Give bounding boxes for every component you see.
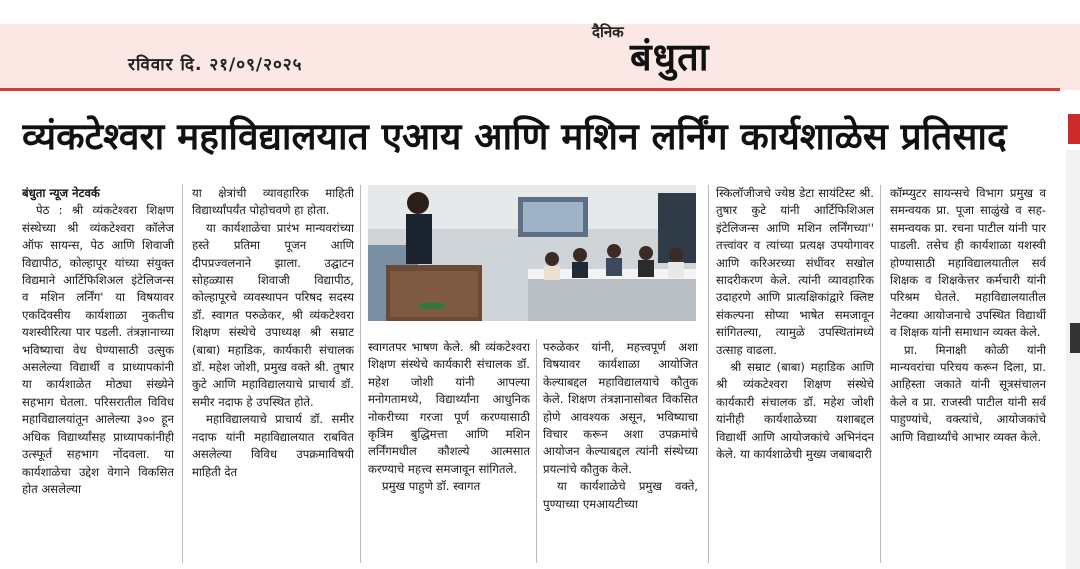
column-divider bbox=[536, 339, 537, 563]
issue-date: रविवार दि. २१/०९/२०२५ bbox=[128, 55, 303, 75]
paragraph: महाविद्यालयाचे प्राचार्य डॉ. समीर नदाफ यांनी महाविद्यालयात राबवित असलेल्या विविध उपक्रमाविषयी माहिती देत bbox=[192, 412, 354, 479]
column-divider bbox=[708, 185, 709, 563]
paragraph: परुळेकर यांनी, महत्त्वपूर्ण अशा विषयावर कार्यशाळा आयोजित केल्याबद्दल महाविद्यालयाचे कौतुक केले. शिक्षण तंत्रज्ञानासोबत विकसित होणे आवश्यक असून, भविष्याचा विचार करून अशा उपक्रमांचे आयोजन केल्याबद्दल त्यांनी संस्थेच्या प्रयत्नांचे कौतुक केले. bbox=[543, 340, 698, 476]
paragraph: या कार्यशाळेचा प्रारंभ मान्यवरांच्या हस्ते प्रतिमा पूजन आणि दीपप्रज्वलनाने झाला. उद्घाटन सोहळ्यास शिवाजी विद्यापीठ, कोल्हापूरचे व्यवस्थापन परिषद सदस्य डॉ. स्वागत परुळेकर, श्री व्यंकटेश्वरा शिक्षण संस्थेचे उपाध्यक्ष श्री सम्राट (बाबा) महाडिक, कार्यकारी संचालक डॉ. महेश जोशी, प्रमुख वक्ते श्री. तुषार कुटे आणि महाविद्यालयाचे प्राचार्य डॉ. समीर नदाफ हे उपस्थित होते. bbox=[192, 220, 354, 409]
column-divider bbox=[182, 185, 183, 563]
paragraph: श्री सम्राट (बाबा) महाडिक आणि श्री व्यंकटेश्वरा शिक्षण संस्थेचे कार्यकारी संचालक डॉ. महेश जोशी यांनीही कार्यशाळेच्या यशाबद्दल विद्यार्थी आणि आयोजकांचे अभिनंदन केले. या कार्यशाळेची मुख्य जबाबदारी bbox=[716, 360, 874, 462]
paper-prefix: दैनिक bbox=[592, 23, 624, 41]
article-column-5 bbox=[716, 185, 874, 565]
byline: बंधुता न्यूज नेटवर्क bbox=[22, 186, 100, 200]
paragraph: प्रा. मिनाक्षी कोळी यांनी मान्यवरांचा परिचय करून दिला, प्रा. आहिस्ता जकाते यांनी सूत्रसंचालन केले व प्रा. राजस्वी पाटील यांनी सर्व पाहुण्यांचे, वक्त्यांचे, आयोजकांचे आणि विद्यार्थ्यांचे आभार व्यक्त केले. bbox=[890, 342, 1046, 444]
workshop-photo-image bbox=[368, 185, 696, 321]
paper-name: बंधुता bbox=[630, 35, 710, 79]
article-column-6 bbox=[890, 185, 1046, 565]
paragraph: पेठ : श्री व्यंकटेश्वरा शिक्षण संस्थेच्या श्री व्यंकटेश्वरा कॉलेज ऑफ सायन्स, पेठ आणि शिवाजी विद्यापीठ, कोल्हापूर यांच्या संयुक्त विद्यमाने आर्टिफिशिअल इंटेलिजन्स व मशिन लर्निंग' या विषयावर एकदिवसीय कार्यशाळा नुकतीच यशस्वीरित्या पार पडली. तंत्रज्ञानाच्या भविष्याचा वेध घेण्यासाठी उत्सुक असलेल्या विद्यार्थी व प्राध्यापकांनी या कार्यशाळेत मोठ्या संख्येने सहभाग घेतला. परिसरातील विविध महाविद्यालयांतून आलेल्या ३०० हून अधिक विद्यार्थ्यांसह प्राध्यापकांनीही उत्स्फूर्त सहभाग नोंदवला. या कार्यशाळेचा उद्देश वेगाने विकसित होत असलेल्या bbox=[22, 203, 174, 496]
paragraph: या कार्यशाळेचे प्रमुख वक्ते, पुण्याच्या एमआयटीच्या bbox=[543, 479, 698, 511]
workshop-photo bbox=[368, 185, 696, 321]
article-headline: व्यंकटेश्वरा महाविद्यालयात एआय आणि मशिन लर्निंग कार्यशाळेस प्रतिसाद bbox=[22, 115, 1007, 158]
paragraph: स्वागतपर भाषण केले. श्री व्यंकटेश्वरा शिक्षण संस्थेचे कार्यकारी संचालक डॉ. महेश जोशी यांनी आपल्या मनोगतामध्ये, विद्यार्थ्यांना आधुनिक नोकरीच्या गरजा पूर्ण करण्यासाठी कृत्रिम बुद्धिमत्ता आणि मशिन लर्निंगमधील कौशल्ये आत्मसात करण्याचे महत्त्व समजावून सांगितले. bbox=[368, 340, 530, 476]
column-divider bbox=[880, 185, 881, 563]
article-column-4 bbox=[543, 339, 698, 565]
adjacent-article-mark bbox=[1070, 323, 1080, 353]
column-divider bbox=[360, 185, 361, 563]
paragraph: कॉम्प्युटर सायन्सचे विभाग प्रमुख व समन्वयक प्रा. पूजा साळुंखे व सह-समन्वयक प्रा. रचना पाटील यांनी पार पाडली. तसेच ही कार्यशाळा यशस्वी होण्यासाठी महाविद्यालयातील सर्व शिक्षक व शिक्षकेत्तर कर्मचारी यांनी परिश्रम घेतले. महाविद्यालयातील नेटक्या आयोजनाचे उपस्थित विद्यार्थी व शिक्षक यांनी समाधान व्यक्त केले. bbox=[890, 186, 1046, 340]
paragraph: स्किलॉजीजचे ज्येष्ठ डेटा सायंटिस्ट श्री. तुषार कुटे यांनी आर्टिफिशिअल इंटेलिजन्स आणि मशिन लर्निंगच्या'' तत्त्वांवर व त्यांच्या प्रत्यक्ष उपयोगावर आणि करिअरच्या संधींवर सखोल सादरीकरण केले. त्यांनी व्यावहारिक उदाहरणे आणि प्रात्यक्षिकांद्वारे क्लिष्ट संकल्पना सोप्या भाषेत समजावून सांगितल्या, त्यामुळे उपस्थितांमध्ये उत्साह वाढला. bbox=[716, 186, 874, 357]
article-column-1 bbox=[22, 185, 174, 565]
article-column-2 bbox=[192, 185, 354, 565]
paragraph: प्रमुख पाहुणे डॉ. स्वागत bbox=[382, 479, 481, 494]
paragraph: या क्षेत्रांची व्यावहारिक माहिती विद्यार्थ्यांपर्यंत पोहोचवणे हा होता. bbox=[192, 186, 354, 218]
masthead-rule bbox=[0, 88, 1060, 91]
adjacent-article-edge bbox=[1066, 150, 1080, 569]
article-column-3 bbox=[368, 339, 530, 565]
next-article-edge bbox=[1068, 114, 1080, 144]
